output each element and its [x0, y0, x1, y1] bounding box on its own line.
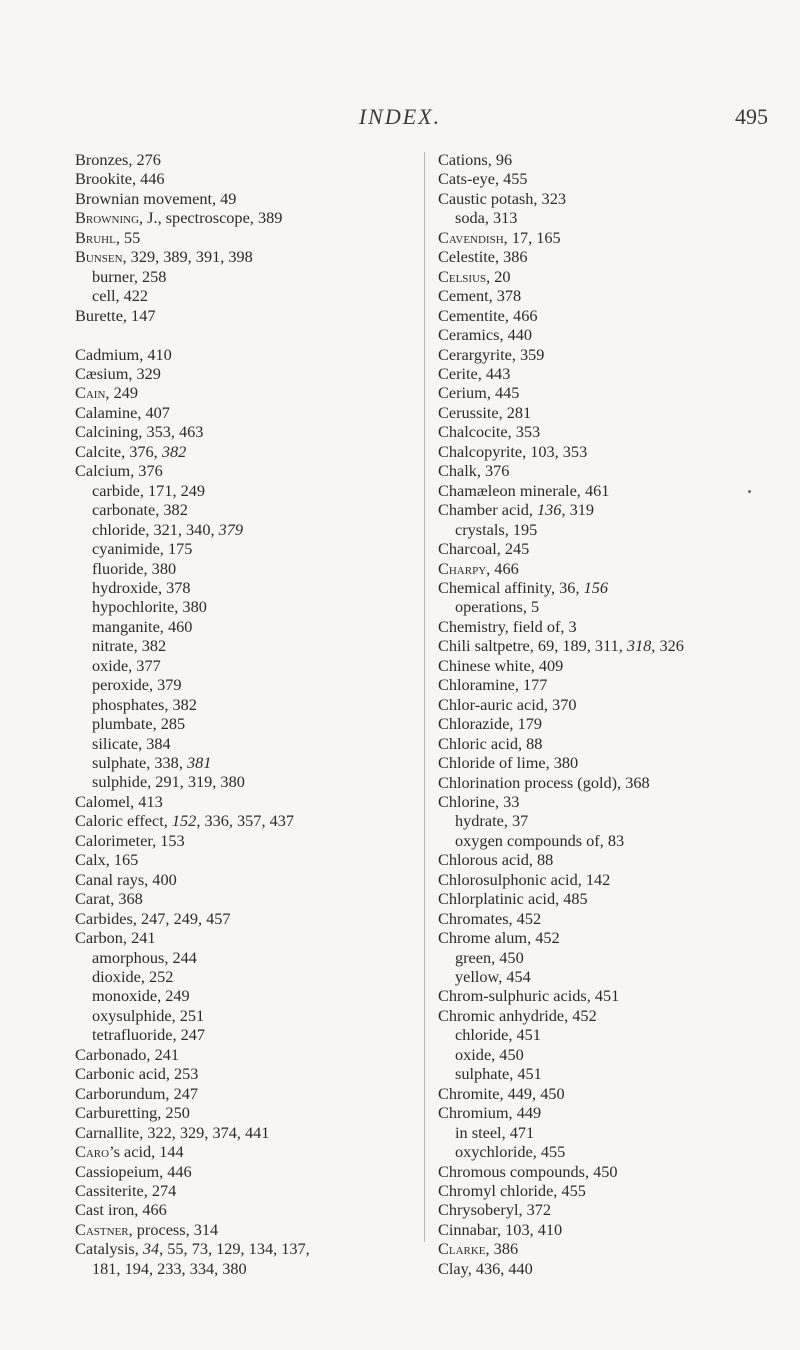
- index-subentry: [75, 1025, 310, 1044]
- index-entry-text: Brownian movement, 49: [75, 188, 237, 208]
- index-entry-text: sulphate, 451: [455, 1064, 542, 1084]
- index-subentry: [75, 636, 310, 655]
- index-entry-italic-ref: 379: [218, 519, 244, 539]
- index-entry-text: Chrysoberyl, 372: [438, 1200, 552, 1220]
- index-entry: [75, 831, 310, 850]
- index-entry: [75, 442, 310, 461]
- index-entry-name: Castner: [75, 1219, 129, 1239]
- index-entry-text: Calx, 165: [75, 850, 139, 870]
- index-entry: [438, 345, 684, 364]
- index-entry-text: Cations, 96: [438, 150, 513, 169]
- index-entry: [75, 889, 310, 908]
- index-column-left: [75, 150, 310, 1278]
- index-entry-text: Chlor-auric acid, 370: [438, 694, 577, 714]
- index-entry: [75, 247, 310, 266]
- index-entry-name: Bunsen: [75, 247, 123, 267]
- index-entry-text: oxysulphide, 251: [92, 1005, 205, 1025]
- index-entry-text: Carbon, 241: [75, 928, 156, 948]
- index-entry-text: Chromic anhydride, 452: [438, 1005, 597, 1025]
- index-entry-name: Cain: [75, 383, 106, 403]
- index-subentry: [75, 286, 310, 305]
- index-subentry: [75, 559, 310, 578]
- index-entry: [438, 481, 684, 500]
- index-entry-text: Carnallite, 322, 329, 374, 441: [75, 1122, 270, 1142]
- index-entry: [438, 870, 684, 889]
- index-subentry: [75, 772, 310, 791]
- index-subentry: [438, 1025, 684, 1044]
- index-entry: [75, 169, 310, 188]
- index-entry-text: Calomel, 413: [75, 791, 163, 811]
- index-entry-italic-ref: 34: [142, 1239, 160, 1259]
- index-entry: [75, 1084, 310, 1103]
- index-entry-text: , 55: [115, 227, 141, 247]
- index-entry: [75, 1239, 310, 1258]
- index-entry-text: Chloramine, 177: [438, 675, 548, 695]
- index-entry: [75, 228, 310, 247]
- index-entry-text: crystals, 195: [455, 519, 538, 539]
- index-entry: [75, 909, 310, 928]
- index-entry: [75, 422, 310, 441]
- index-entry-text: oxygen compounds of, 83: [455, 830, 625, 850]
- index-entry-text: Clay, 436, 440: [438, 1258, 533, 1278]
- index-entry-text: soda, 313: [455, 208, 518, 228]
- index-entry-text: Cast iron, 466: [75, 1200, 167, 1220]
- index-entry-text: fluoride, 380: [92, 558, 177, 578]
- index-entry-text: Catalysis,: [75, 1239, 143, 1259]
- index-entry: [438, 169, 684, 188]
- index-entry: [438, 306, 684, 325]
- index-entry-text: Burette, 147: [75, 305, 156, 325]
- index-entry: [438, 986, 684, 1005]
- index-entry: [438, 150, 684, 169]
- index-entry: [75, 1142, 310, 1161]
- index-entry-text: Chlorplatinic acid, 485: [438, 889, 588, 909]
- index-entry-text: plumbate, 285: [92, 714, 186, 734]
- index-entry-text: Cadmium, 410: [75, 344, 172, 364]
- index-entry-text: Calcining, 353, 463: [75, 422, 204, 442]
- index-entry-text: Chinese white, 409: [438, 655, 564, 675]
- index-entry-text: , 319: [561, 500, 594, 520]
- index-entry: [75, 1123, 310, 1142]
- index-entry-text: in steel, 471: [455, 1122, 535, 1142]
- index-subentry: [438, 208, 684, 227]
- index-subentry: [75, 734, 310, 753]
- index-entry: [438, 1103, 684, 1122]
- index-entry: [438, 636, 684, 655]
- index-entry-text: phosphates, 382: [92, 694, 197, 714]
- index-entry: [438, 1200, 684, 1219]
- index-entry: [438, 753, 684, 772]
- index-entry: [75, 1103, 310, 1122]
- index-entry-name: Browning: [75, 208, 140, 228]
- index-entry: [75, 1162, 310, 1181]
- index-entry: [438, 773, 684, 792]
- index-entry-name: Celsius: [438, 266, 487, 286]
- index-entry-text: , process, 314: [128, 1219, 219, 1239]
- index-entry: [75, 1064, 310, 1083]
- index-entry-text: Calcite, 376,: [75, 441, 162, 461]
- index-entry-text: tetrafluoride, 247: [92, 1025, 206, 1045]
- index-entry: [438, 734, 684, 753]
- index-entry: [438, 1084, 684, 1103]
- index-entry-text: Carbides, 247, 249, 457: [75, 908, 231, 928]
- index-subentry: [438, 967, 684, 986]
- index-entry-name: Bruhl: [75, 227, 116, 247]
- index-entry: [75, 461, 310, 480]
- index-entry: [438, 539, 684, 558]
- index-entry-text: Chlorine, 33: [438, 791, 520, 811]
- index-entry: [438, 500, 684, 519]
- index-entry: [438, 442, 684, 461]
- index-entry-text: Cæsium, 329: [75, 363, 161, 383]
- index-entry-text: Cerium, 445: [438, 383, 520, 403]
- index-entry: [75, 1181, 310, 1200]
- index-entry-text: carbide, 171, 249: [92, 480, 206, 500]
- index-entry: [438, 695, 684, 714]
- index-entry-text: Chloric acid, 88: [438, 733, 543, 753]
- index-entry-text: Cerite, 443: [438, 363, 511, 383]
- index-entry: [438, 656, 684, 675]
- index-entry-name: Clarke: [438, 1239, 486, 1259]
- index-entry: [438, 247, 684, 266]
- index-entry-text: , 326: [651, 636, 684, 656]
- index-entry: [75, 306, 310, 325]
- index-entry: [438, 286, 684, 305]
- index-entry: [438, 559, 684, 578]
- index-subentry: [438, 811, 684, 830]
- index-entry-text: Cats-eye, 455: [438, 169, 528, 189]
- index-entry-name: Caro: [75, 1142, 110, 1162]
- index-subentry: [438, 948, 684, 967]
- index-entry-italic-ref: 136: [537, 500, 562, 520]
- index-entry-text: Canal rays, 400: [75, 869, 177, 889]
- index-entry: [438, 461, 684, 480]
- index-entry-italic-ref: 382: [161, 441, 187, 461]
- index-entry-text: Cassiopeium, 446: [75, 1161, 192, 1181]
- index-entry: [438, 1239, 684, 1258]
- index-entry: [438, 228, 684, 247]
- index-entry-text: Chlorination process (gold), 368: [438, 772, 650, 792]
- index-entry: [438, 325, 684, 344]
- index-subentry: [75, 500, 310, 519]
- index-entry-text: Cerargyrite, 359: [438, 344, 545, 364]
- index-entry-text: Carborundum, 247: [75, 1083, 198, 1103]
- index-entry: [438, 1220, 684, 1239]
- index-entry: [438, 422, 684, 441]
- index-entry-text: Chloride of lime, 380: [438, 753, 579, 773]
- index-entry-text: Carbonado, 241: [75, 1044, 179, 1064]
- index-subentry: [75, 520, 310, 539]
- index-entry-text: Cinnabar, 103, 410: [438, 1219, 563, 1239]
- index-entry-text: , 329, 389, 391, 398: [122, 247, 253, 267]
- index-subentry: [438, 1045, 684, 1064]
- index-entry-text: oxide, 450: [455, 1044, 524, 1064]
- index-entry-text: manganite, 460: [92, 616, 193, 636]
- index-entry: [75, 403, 310, 422]
- index-entry: [75, 870, 310, 889]
- index-entry-text: Ceramics, 440: [438, 325, 533, 345]
- index-entry-italic-ref: 152: [171, 811, 197, 831]
- index-entry-text: , 466: [486, 558, 519, 578]
- index-entry-text: , J., spectroscope, 389: [139, 208, 283, 228]
- index-entry-text: Calcium, 376: [75, 461, 163, 481]
- index-entry-italic-ref: 381: [186, 753, 212, 773]
- index-entry-text: silicate, 384: [92, 733, 171, 753]
- index-entry: [75, 1045, 310, 1064]
- index-subentry: [75, 578, 310, 597]
- index-column-right: [438, 150, 684, 1278]
- index-entry: [75, 792, 310, 811]
- index-subentry: [75, 656, 310, 675]
- index-entry-text: yellow, 454: [455, 967, 531, 987]
- index-subentry: [75, 986, 310, 1005]
- index-entry-italic-ref: 318: [626, 636, 652, 656]
- index-entry-text: Charcoal, 245: [438, 539, 530, 559]
- page-header: [0, 104, 800, 134]
- index-entry-text: hydrate, 37: [455, 811, 529, 831]
- index-entry-text: oxide, 377: [92, 655, 161, 675]
- index-subentry: [75, 617, 310, 636]
- index-entry-text: Carburetting, 250: [75, 1103, 190, 1123]
- index-entry: [438, 928, 684, 947]
- index-entry: [75, 208, 310, 227]
- index-entry-text: oxychloride, 455: [455, 1142, 566, 1162]
- index-entry: [438, 383, 684, 402]
- index-entry-text: cell, 422: [92, 286, 149, 306]
- index-entry: [438, 364, 684, 383]
- index-entry: [75, 928, 310, 947]
- index-entry-text: Brookite, 446: [75, 169, 165, 189]
- index-entry-text: , 55, 73, 129, 134, 137,: [159, 1239, 310, 1259]
- index-entry-text: Chrome alum, 452: [438, 928, 560, 948]
- index-entry: [438, 1259, 684, 1278]
- index-entry-text: Chlorazide, 179: [438, 714, 542, 734]
- index-entry-text: hypochlorite, 380: [92, 597, 207, 617]
- index-entry-continuation: [75, 1259, 310, 1278]
- index-subentry: [75, 597, 310, 616]
- index-entry-text: Caustic potash, 323: [438, 188, 566, 208]
- index-entry-text: nitrate, 382: [92, 636, 167, 656]
- index-entry-text: , 20: [486, 266, 511, 286]
- index-subentry: [75, 481, 310, 500]
- index-entry: [75, 850, 310, 869]
- index-entry-text: Calorimeter, 153: [75, 830, 185, 850]
- index-entry-text: Cerussite, 281: [438, 402, 532, 422]
- index-entry-text: Caloric effect,: [75, 811, 172, 831]
- index-entry-text: operations, 5: [455, 597, 540, 617]
- index-entry-text: Cement, 378: [438, 286, 522, 306]
- index-entry-text: peroxide, 379: [92, 675, 182, 695]
- index-subentry: [438, 597, 684, 616]
- index-entry-text: carbonate, 382: [92, 500, 188, 520]
- index-entry: [75, 189, 310, 208]
- index-entry-text: Chemistry, field of, 3: [438, 616, 577, 636]
- index-entry-text: sulphide, 291, 319, 380: [92, 772, 245, 792]
- index-subentry: [75, 695, 310, 714]
- index-entry-text: Chlorous acid, 88: [438, 850, 554, 870]
- column-divider: [424, 152, 425, 1242]
- index-entry: [75, 150, 310, 169]
- index-entry-text: 181, 194, 233, 334, 380: [92, 1258, 247, 1278]
- index-entry-text: Carat, 368: [75, 889, 143, 909]
- index-entry-text: Chamber acid,: [438, 500, 538, 520]
- index-subentry: [75, 753, 310, 772]
- index-entry-text: Chromite, 449, 450: [438, 1083, 565, 1103]
- index-subentry: [438, 520, 684, 539]
- index-entry-text: Celestite, 386: [438, 247, 528, 267]
- index-subentry: [438, 1142, 684, 1161]
- index-entry: [438, 189, 684, 208]
- index-entry: [438, 578, 684, 597]
- index-entry-text: Chili saltpetre, 69, 189, 311,: [438, 636, 627, 656]
- index-entry: [75, 811, 310, 830]
- index-entry: [438, 403, 684, 422]
- index-entry-text: , 336, 357, 437: [196, 811, 294, 831]
- index-entry-text: hydroxide, 378: [92, 577, 191, 597]
- index-entry-text: , 249: [105, 383, 138, 403]
- index-entry-text: Chalk, 376: [438, 461, 510, 481]
- index-entry-italic-ref: 156: [583, 577, 609, 597]
- index-entry-text: Chalcopyrite, 103, 353: [438, 441, 588, 461]
- index-entry-text: Cassiterite, 274: [75, 1181, 177, 1200]
- index-entry-text: ’s acid, 144: [109, 1142, 184, 1162]
- index-subentry: [75, 267, 310, 286]
- index-entry-text: Calamine, 407: [75, 402, 170, 422]
- index-entry: [438, 909, 684, 928]
- index-entry: [438, 1006, 684, 1025]
- index-entry-text: , 17, 165: [503, 227, 561, 247]
- index-entry-text: Carbonic acid, 253: [75, 1064, 199, 1084]
- index-entry: [438, 617, 684, 636]
- running-title: INDEX.: [358, 104, 442, 129]
- index-entry-text: burner, 258: [92, 266, 167, 286]
- page-number: 495: [735, 104, 768, 129]
- index-entry-text: monoxide, 249: [92, 986, 190, 1006]
- index-subentry: [438, 831, 684, 850]
- index-entry-text: green, 450: [455, 947, 524, 967]
- index-entry-text: Chlorosulphonic acid, 142: [438, 869, 611, 889]
- index-subentry: [75, 539, 310, 558]
- index-entry-text: sulphate, 338,: [92, 753, 187, 773]
- index-subentry: [75, 948, 310, 967]
- index-subentry: [75, 967, 310, 986]
- index-entry-text: chloride, 321, 340,: [92, 519, 219, 539]
- index-entry: [438, 1181, 684, 1200]
- index-entry-text: chloride, 451: [455, 1025, 541, 1045]
- index-entry-text: Chrom-sulphuric acids, 451: [438, 986, 620, 1006]
- index-entry: [438, 889, 684, 908]
- index-entry: [75, 1220, 310, 1239]
- index-entry: [438, 267, 684, 286]
- index-entry-text: Chromyl chloride, 455: [438, 1181, 586, 1201]
- index-entry-text: Cementite, 466: [438, 305, 538, 325]
- index-entry-text: Chromium, 449: [438, 1103, 542, 1123]
- index-entry-text: amorphous, 244: [92, 947, 197, 967]
- index-entry-name: Cavendish: [438, 227, 504, 247]
- index-entry-text: Chromous compounds, 450: [438, 1161, 618, 1181]
- index-entry-name: Charpy: [438, 558, 487, 578]
- index-subentry: [438, 1064, 684, 1083]
- index-entry-text: Chalcocite, 353: [438, 422, 541, 442]
- index-entry-text: dioxide, 252: [92, 967, 174, 987]
- index-entry-text: Chamæleon minerale, 461: [438, 480, 610, 500]
- index-entry-text: cyanimide, 175: [92, 539, 193, 559]
- index-entry: [438, 675, 684, 694]
- index-subentry: [438, 1123, 684, 1142]
- index-entry-text: Chemical affinity, 36,: [438, 577, 584, 597]
- index-entry: [75, 383, 310, 402]
- index-entry: [438, 792, 684, 811]
- index-subentry: [75, 675, 310, 694]
- index-entry-text: , 386: [485, 1239, 519, 1259]
- ink-speck: [748, 490, 751, 493]
- index-entry: [438, 714, 684, 733]
- index-entry: [438, 1162, 684, 1181]
- index-subentry: [75, 714, 310, 733]
- index-entry-text: Bronzes, 276: [75, 150, 161, 169]
- index-entry: [438, 850, 684, 869]
- index-entry-text: Chromates, 452: [438, 908, 542, 928]
- index-entry: [75, 364, 310, 383]
- index-entry: [75, 1200, 310, 1219]
- index-entry: [75, 345, 310, 364]
- index-subentry: [75, 1006, 310, 1025]
